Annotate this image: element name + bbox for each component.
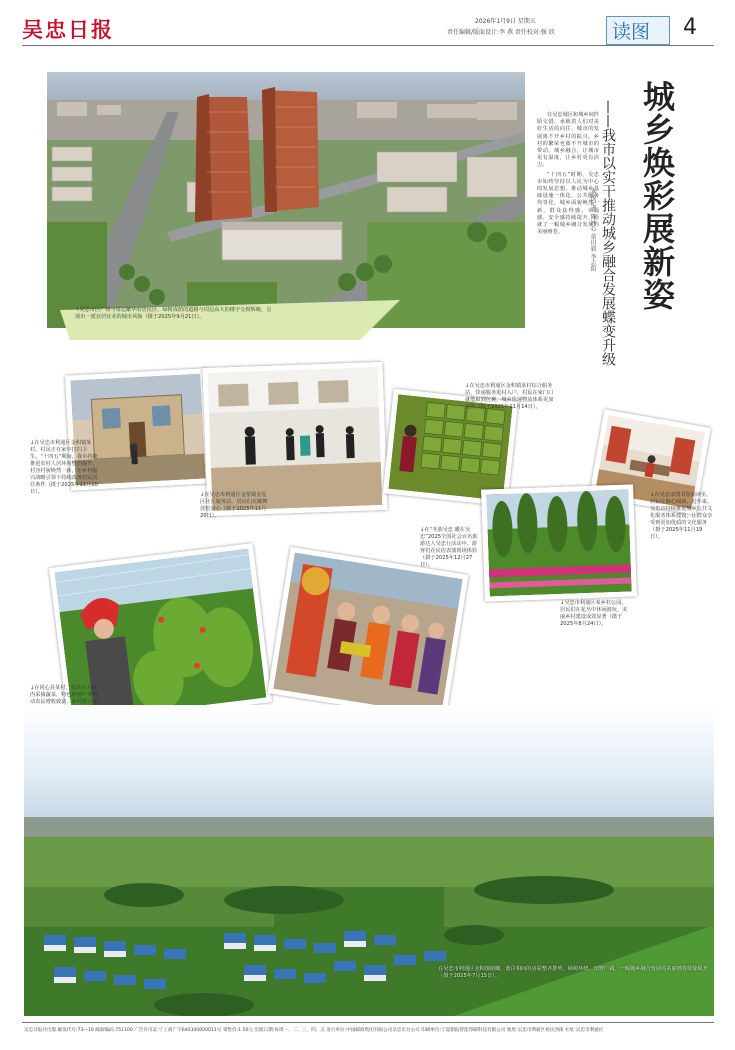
article-headline: 城乡焕彩展新姿: [638, 80, 676, 311]
newspaper-masthead: 吴忠日报: [22, 17, 114, 42]
caption-service-lockers: ↓在吴忠市利通区金积镇某村综合服务站，快递服务进村入户，村民在家门口就能取到包裹，城乡快递物流体系更加完善（摄于2025年11月14日）。: [465, 383, 554, 410]
caption-dance-class: ↓在吴忠市利通区金星镇金星区社区服务站，居民们在跳舞放松身心（摄于2025年11月20日）。: [200, 492, 268, 519]
issue-date: 2026年1月9日 星期五: [475, 18, 536, 25]
section-label: 读图: [612, 21, 651, 43]
caption-library: ↓在吴忠市图书馆阅读室，居民在静心阅读。近年来，吴忠市持续推进城乡公共文化服务体系建设，让群众享受到更加优质的文化服务（摄于2025年11月19日）。: [650, 492, 713, 540]
footer-publisher-info: 吴忠日报社出版 邮发代号:73—10 邮政编码:751100 广告许可证:宁工商广字640300000011号 零售价:1.50元 出版日期:每周一、二、三、四、五 发行单位:中国邮政集团有限公司吴忠市分公司 印刷单位:宁夏银报智能印刷科技有限公司 地址:吴忠市利通区裕民西街 社址:吴忠市利通区: [24, 1028, 604, 1033]
article-subheadline: ——我市以实干推动城乡融合发展蝶变升级: [600, 100, 616, 366]
page-number: 4: [683, 15, 697, 40]
caption-rural-park: ↓吴忠市利通区某乡村公园，居民们在花丛中休闲游玩，美丽乡村建设成效显著（摄于2025年8月24日）。: [560, 600, 628, 627]
caption-city-aerial: ↑吴忠市区广场与周边繁华的居民区、绿树成荫的道路与周边高大的楼宇交相辉映，呈现出一派宜居宜业的城市风貌（摄于2025年9月21日）。: [75, 307, 272, 320]
caption-village-house: ↓在吴忠市利通区金积镇某村，村民正在家中打扫卫生。“十四五”期间，我市持续推进农村人居环境整治提升，村容村貌焕然一新，在乡村振兴战略引领下持续改善村民居住条件（摄于2025年11月10日）。: [30, 440, 98, 495]
city-aerial-photo: [47, 72, 525, 328]
article-byline: 本报记者 陈沐心 董田毅 李志阳: [589, 188, 596, 272]
article-paragraph: 在吴忠城区和城乡间阡陌交错，承载着人们对美好生活的向往。城市的发展离不开乡村的振兴，乡村的繁荣也离不开城市的带动。城乡融合，让城市更有温度，让乡村更有活力。: [537, 112, 599, 169]
caption-farmer-vegetables: ↓在同心县某村，农民在大棚内采摘蔬菜，特色种植产业带动农民增收致富，乡村振兴成: [30, 685, 98, 705]
rural-park-photo: [481, 484, 637, 601]
header-divider: [22, 45, 714, 46]
caption-festival-crowd: ↓在“冬游吴忠 暖在吴忠”2025全国社会百名旅游达人吴忠行活动中，游客们在民俗表演现场体验（摄于2025年12月27日）。: [420, 527, 478, 568]
editor-credits: 责任编辑/版面设计:李 燕 责任校对:强 欣: [447, 29, 555, 36]
article-paragraph: “十四五”时期，吴忠市始终坚持以人民为中心的发展思想，推动城乡基础设施一体化、公共服务均等化，城乡面貌焕然一新，群众获得感、幸福感、安全感持续提升，绘就了一幅城乡融合发展的美丽画卷。: [537, 171, 599, 236]
caption-town-aerial: 在吴忠市利通区金积镇俯瞰，蓝白相间的房屋整齐排列，绿树环绕，田野广阔，一幅城乡融合发展的美丽画卷徐徐展开（摄于2025年7月15日）。: [438, 966, 708, 979]
footer-divider: [22, 1022, 714, 1023]
festival-crowd-photo: [268, 547, 469, 721]
article-body: [537, 112, 599, 238]
